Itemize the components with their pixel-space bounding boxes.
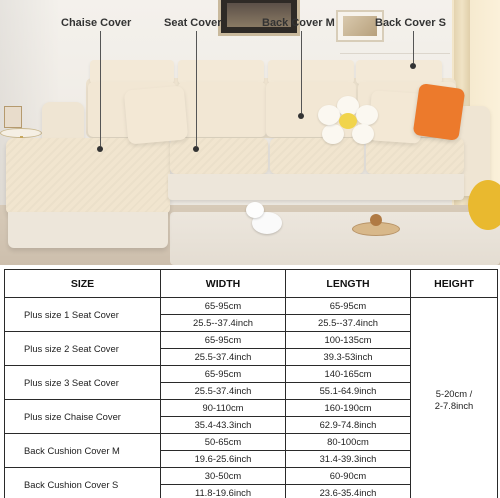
- callout-dot-back-m: [298, 113, 304, 119]
- table-row: [5, 298, 498, 315]
- width-cell: 11.8-19.6inch: [161, 485, 286, 498]
- seat-cushion-1: [170, 138, 268, 174]
- size-cell: Back Cushion Cover S: [5, 468, 161, 498]
- callout-dot-seat: [193, 146, 199, 152]
- wall-shelf: [340, 42, 450, 54]
- callout-seat-cover: Seat Cover: [164, 17, 222, 29]
- length-cell: 55.1-64.9inch: [286, 383, 411, 400]
- headrest-3: [268, 60, 354, 84]
- size-cell: Plus size 3 Seat Cover: [5, 366, 161, 400]
- length-cell: 31.4-39.3inch: [286, 451, 411, 468]
- callout-line-chaise: [100, 31, 101, 146]
- rug: [170, 212, 500, 265]
- height-inch: 2-7.8inch: [434, 399, 474, 411]
- width-cell: 50-65cm: [161, 434, 286, 451]
- tray-decor: [370, 214, 382, 226]
- headrest-1: [90, 60, 174, 84]
- size-cell: Plus size Chaise Cover: [5, 400, 161, 434]
- yellow-ottoman: [468, 180, 500, 230]
- back-cushion-2: [178, 82, 266, 137]
- flower-pillow: [312, 96, 384, 146]
- width-cell: 19.6-25.6inch: [161, 451, 286, 468]
- length-cell: 60-90cm: [286, 468, 411, 485]
- callout-line-back-s: [413, 31, 414, 63]
- length-cell: 39.3-53inch: [286, 349, 411, 366]
- table-header-row: [5, 270, 498, 298]
- sofa-base: [168, 174, 464, 200]
- callout-dot-back-s: [410, 63, 416, 69]
- width-cell: 25.5-37.4inch: [161, 349, 286, 366]
- width-cell: 90-110cm: [161, 400, 286, 417]
- callout-line-back-m: [301, 31, 302, 113]
- callout-line-seat: [196, 31, 197, 146]
- callout-back-cover-s: Back Cover S: [375, 17, 446, 29]
- chaise-seat-cushion: [6, 138, 170, 213]
- callout-dot-chaise: [97, 146, 103, 152]
- headrest-4: [356, 60, 442, 84]
- length-cell: 140-165cm: [286, 366, 411, 383]
- dog-figurine: [244, 200, 286, 236]
- length-cell: 80-100cm: [286, 434, 411, 451]
- size-chart-table: [4, 269, 498, 498]
- length-cell: 100-135cm: [286, 332, 411, 349]
- chaise-base: [8, 212, 168, 248]
- width-cell: 25.5-37.4inch: [161, 383, 286, 400]
- width-cell: 30-50cm: [161, 468, 286, 485]
- width-cell: 65-95cm: [161, 332, 286, 349]
- throw-pillow-cream: [124, 85, 188, 144]
- width-cell: 65-95cm: [161, 366, 286, 383]
- header-height: HEIGHT: [411, 270, 498, 298]
- headrest-2: [178, 60, 264, 84]
- height-cm: 5-20cm /: [435, 387, 473, 399]
- size-cell: Back Cushion Cover M: [5, 434, 161, 468]
- callout-chaise-cover: Chaise Cover: [61, 17, 132, 29]
- width-cell: 25.5--37.4inch: [161, 315, 286, 332]
- header-length: LENGTH: [286, 270, 411, 298]
- height-cell: [411, 298, 498, 498]
- length-cell: 25.5--37.4inch: [286, 315, 411, 332]
- length-cell: 160-190cm: [286, 400, 411, 417]
- size-cell: Plus size 1 Seat Cover: [5, 298, 161, 332]
- side-table-decor: [4, 106, 22, 128]
- length-cell: 62.9-74.8inch: [286, 417, 411, 434]
- header-width: WIDTH: [161, 270, 286, 298]
- length-cell: 65-95cm: [286, 298, 411, 315]
- width-cell: 35.4-43.3inch: [161, 417, 286, 434]
- throw-pillow-orange: [413, 83, 466, 141]
- length-cell: 23.6-35.4inch: [286, 485, 411, 498]
- size-cell: Plus size 2 Seat Cover: [5, 332, 161, 366]
- width-cell: 65-95cm: [161, 298, 286, 315]
- header-size: SIZE: [5, 270, 161, 298]
- callout-back-cover-m: Back Cover M: [262, 17, 335, 29]
